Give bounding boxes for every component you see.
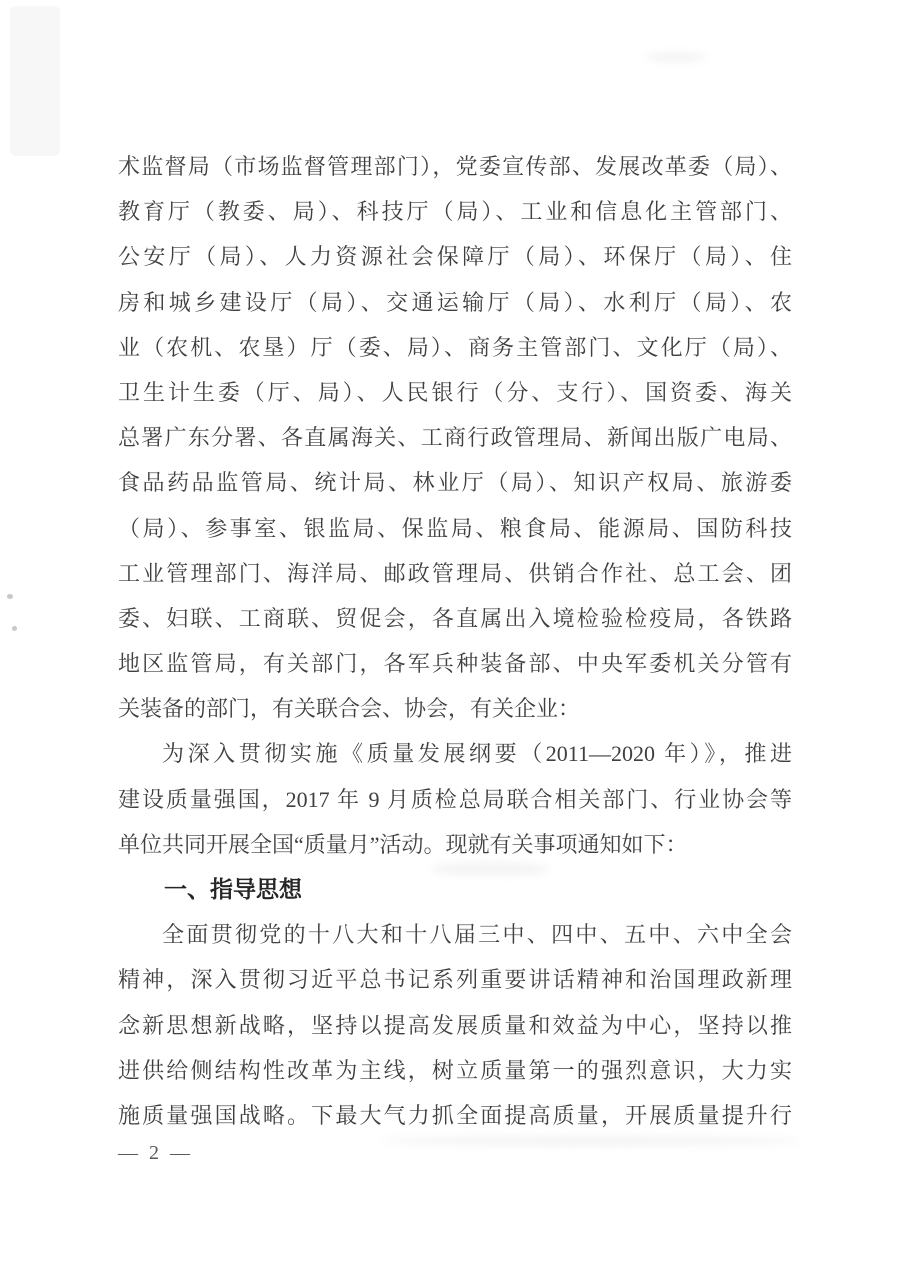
text-line: 精神，深入贯彻习近平总书记系列重要讲话精神和治国理政新理 bbox=[118, 967, 792, 993]
text-line: 单位共同开展全国“质量月”活动。现就有关事项通知如下： bbox=[118, 831, 688, 857]
document-text-block bbox=[118, 144, 792, 1138]
text-line: 地区监管局，有关部门，各军兵种装备部、中央军委机关分管有 bbox=[118, 651, 792, 677]
text-line: 房和城乡建设厅（局）、交通运输厅（局）、水利厅（局）、农 bbox=[118, 289, 792, 315]
scan-speck bbox=[7, 594, 13, 599]
text-line: 施质量强国战略。下最大气力抓全面提高质量，开展质量提升行 bbox=[118, 1102, 792, 1128]
text-line: 念新思想新战略，坚持以提高发展质量和效益为中心，坚持以推 bbox=[118, 1012, 792, 1038]
text-line: 进供给侧结构性改革为主线，树立质量第一的强烈意识，大力实 bbox=[118, 1057, 792, 1083]
scan-artifact-strip bbox=[10, 6, 60, 156]
text-line: 委、妇联、工商联、贸促会，各直属出入境检验检疫局，各铁路 bbox=[118, 605, 792, 631]
scan-speck bbox=[12, 626, 17, 631]
text-line: 业（农机、农垦）厅（委、局）、商务主管部门、文化厅（局）、 bbox=[118, 334, 792, 360]
text-line: 建设质量强国，2017 年 9 月质检总局联合相关部门、行业协会等 bbox=[118, 786, 792, 812]
text-line: 关装备的部门，有关联合会、协会，有关企业： bbox=[118, 696, 581, 722]
text-line: 总署广东分署、各直属海关、工商行政管理局、新闻出版广电局、 bbox=[118, 425, 792, 451]
text-line: 为深入贯彻实施《质量发展纲要（2011—2020 年）》，推进 bbox=[162, 741, 792, 767]
text-line: 卫生计生委（厅、局）、人民银行（分、支行）、国资委、海关 bbox=[118, 379, 792, 405]
section-heading: 一、指导思想 bbox=[164, 877, 302, 902]
text-line: （局）、参事室、银监局、保监局、粮食局、能源局、国防科技 bbox=[118, 515, 792, 541]
text-line: 术监督局（市场监督管理部门），党委宣传部、发展改革委（局）、 bbox=[118, 154, 792, 179]
text-line: 食品药品监管局、统计局、林业厅（局）、知识产权局、旅游委 bbox=[118, 470, 792, 496]
text-line: 工业管理部门、海洋局、邮政管理局、供销合作社、总工会、团 bbox=[118, 560, 792, 586]
text-line: 公安厅（局）、人力资源社会保障厅（局）、环保厅（局）、住 bbox=[118, 244, 792, 270]
scan-smudge bbox=[646, 52, 706, 62]
text-line: 教育厅（教委、局）、科技厅（局）、工业和信息化主管部门、 bbox=[118, 199, 792, 225]
text-line: 全面贯彻党的十八大和十八届三中、四中、五中、六中全会 bbox=[162, 922, 792, 948]
page-number: — 2 — bbox=[118, 1142, 193, 1164]
